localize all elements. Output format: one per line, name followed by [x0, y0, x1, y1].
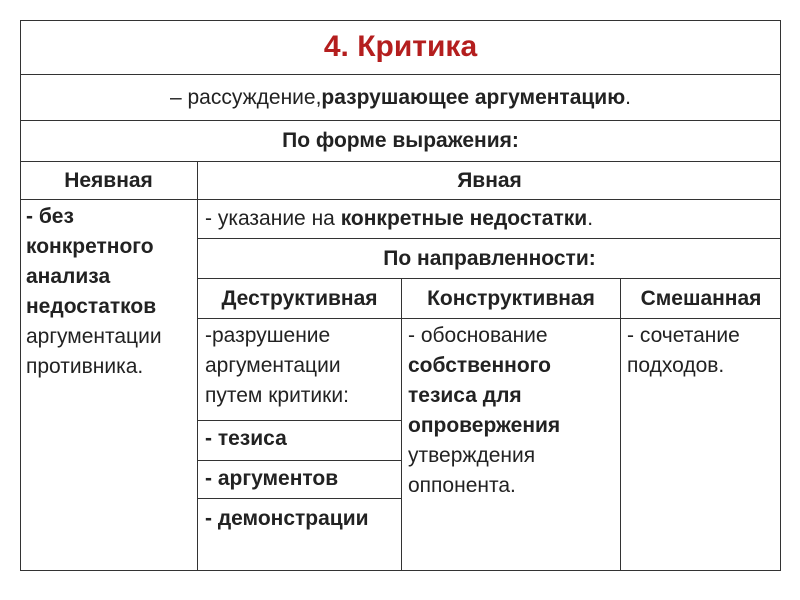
explicit-desc-suffix: .	[587, 207, 594, 230]
destructive-text: -разрушение аргументации путем критики:	[205, 324, 349, 407]
constructive-content	[408, 321, 616, 501]
implicit-bold-text: - без конкретного анализа недостатков	[26, 205, 157, 318]
page-title: 4. Критика	[323, 30, 478, 63]
row-divider	[197, 460, 401, 461]
column-divider	[620, 278, 621, 571]
by-form-header: По форме выражения:	[282, 129, 519, 152]
column-divider	[197, 161, 198, 571]
implicit-content	[26, 202, 194, 382]
implicit-text: аргументации противника.	[26, 325, 162, 378]
row-divider	[197, 498, 401, 499]
mixed-text: - сочетание подходов.	[627, 324, 740, 377]
constructive-bold: собственного тезиса для опровержения	[408, 354, 561, 437]
explicit-desc-bold: конкретные недостатки	[340, 207, 588, 230]
explicit-description	[205, 200, 779, 238]
implicit-header: Неявная	[64, 168, 153, 192]
definition-suffix: .	[625, 85, 631, 109]
destructive-item: - демонстрации	[205, 507, 369, 530]
by-direction-header: По направленности:	[383, 246, 596, 270]
definition-bold: разрушающее аргументацию	[321, 85, 626, 109]
destructive-header: Деструктивная	[221, 286, 378, 310]
constructive-header: Конструктивная	[427, 286, 595, 310]
row-divider	[197, 420, 401, 421]
row-divider	[197, 318, 781, 319]
definition-row	[20, 75, 781, 120]
explicit-header: Явная	[457, 168, 522, 192]
constructive-prefix: - обоснование	[408, 324, 548, 347]
destructive-item: - аргументов	[205, 467, 339, 490]
constructive-suffix: утверждения оппонента.	[408, 444, 536, 497]
mixed-header: Смешанная	[640, 286, 762, 310]
explicit-desc-prefix: - указание на	[205, 207, 341, 230]
column-divider	[401, 278, 402, 571]
definition-prefix: – рассуждение,	[169, 85, 322, 109]
destructive-item: - тезиса	[205, 427, 287, 450]
